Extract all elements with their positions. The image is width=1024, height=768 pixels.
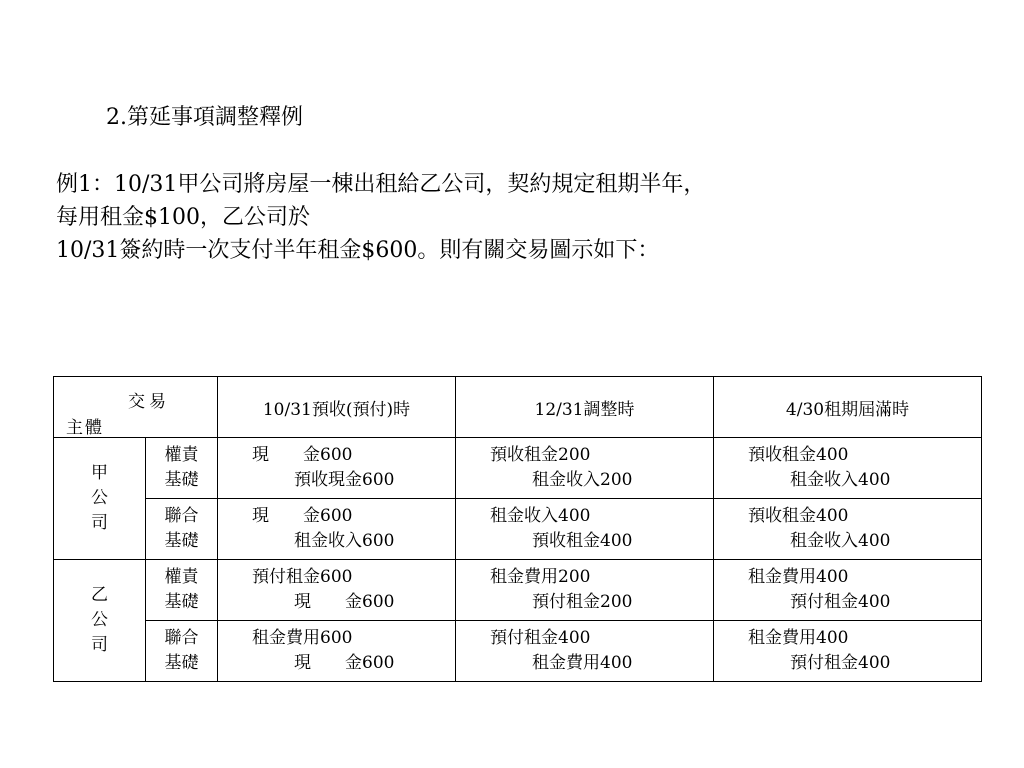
basis-cell-accrual	[146, 438, 218, 499]
entity-char: 公	[91, 488, 108, 508]
debit-line: 租金費用200	[490, 567, 591, 587]
example-line-3: 10/31簽約時一次支付半年租金$600。則有關交易圖示如下：	[56, 238, 660, 263]
journal-entry	[714, 621, 982, 682]
entity-char: 公	[91, 610, 108, 630]
entity-char: 乙	[91, 585, 108, 605]
journal-entry-table	[53, 376, 982, 682]
credit-line: 預付租金200	[532, 592, 633, 612]
credit-line: 租金收入200	[532, 470, 633, 490]
col-header-prepaid: 10/31預收(預付)時	[218, 377, 456, 438]
col-header-expiry: 4/30租期屆滿時	[714, 377, 982, 438]
credit-line: 租金收入600	[294, 531, 395, 551]
debit-line: 預付租金600	[252, 567, 353, 587]
journal-entry	[456, 621, 714, 682]
entity-char: 司	[91, 513, 108, 533]
debit-line: 租金費用400	[748, 567, 849, 587]
journal-entry	[218, 499, 456, 560]
basis-label: 基礎	[164, 531, 199, 551]
debit-line: 現 金600	[252, 445, 353, 465]
basis-label: 權責	[164, 445, 199, 465]
entity-char: 甲	[91, 463, 108, 483]
table-row	[54, 438, 982, 499]
credit-line: 現 金600	[294, 653, 395, 673]
basis-label: 基礎	[164, 470, 199, 490]
credit-line: 預收租金400	[532, 531, 633, 551]
basis-cell-accrual	[146, 560, 218, 621]
basis-cell-combined	[146, 499, 218, 560]
journal-entry	[218, 560, 456, 621]
journal-entry	[218, 438, 456, 499]
table-row	[54, 499, 982, 560]
table-row	[54, 560, 982, 621]
credit-line: 租金收入400	[790, 531, 891, 551]
corner-cell	[54, 377, 218, 438]
credit-line: 預付租金400	[790, 592, 891, 612]
example-line-1: 例1：10/31甲公司將房屋一棟出租給乙公司，契約規定租期半年，	[56, 172, 706, 197]
debit-line: 預收租金400	[748, 506, 849, 526]
credit-line: 預收現金600	[294, 470, 395, 490]
debit-line: 租金費用400	[748, 628, 849, 648]
table-row	[54, 621, 982, 682]
basis-label: 聯合	[164, 628, 199, 648]
corner-label-transaction: 交易	[128, 392, 170, 412]
debit-line: 預收租金200	[490, 445, 591, 465]
debit-line: 租金收入400	[490, 506, 591, 526]
journal-entry	[456, 438, 714, 499]
journal-entry	[714, 499, 982, 560]
entity-cell-jia	[54, 438, 146, 560]
basis-label: 基礎	[164, 592, 199, 612]
table-header-row	[54, 377, 982, 438]
basis-label: 權責	[164, 567, 199, 587]
corner-label-entity: 主體	[66, 418, 104, 438]
basis-cell-combined	[146, 621, 218, 682]
journal-entry	[714, 438, 982, 499]
section-heading: 2.第延事項調整釋例	[106, 105, 303, 130]
entity-cell-yi	[54, 560, 146, 682]
credit-line: 預付租金400	[790, 653, 891, 673]
col-header-adjustment: 12/31調整時	[456, 377, 714, 438]
journal-entry	[456, 499, 714, 560]
credit-line: 現 金600	[294, 592, 395, 612]
credit-line: 租金收入400	[790, 470, 891, 490]
debit-line: 租金費用600	[252, 628, 353, 648]
journal-entry	[714, 560, 982, 621]
debit-line: 現 金600	[252, 506, 353, 526]
debit-line: 預付租金400	[490, 628, 591, 648]
journal-entry	[456, 560, 714, 621]
basis-label: 基礎	[164, 653, 199, 673]
journal-entry	[218, 621, 456, 682]
example-description	[56, 168, 956, 267]
basis-label: 聯合	[164, 506, 199, 526]
example-line-2: 每用租金$100，乙公司於	[56, 205, 310, 230]
entity-char: 司	[91, 635, 108, 655]
credit-line: 租金費用400	[532, 653, 633, 673]
debit-line: 預收租金400	[748, 445, 849, 465]
